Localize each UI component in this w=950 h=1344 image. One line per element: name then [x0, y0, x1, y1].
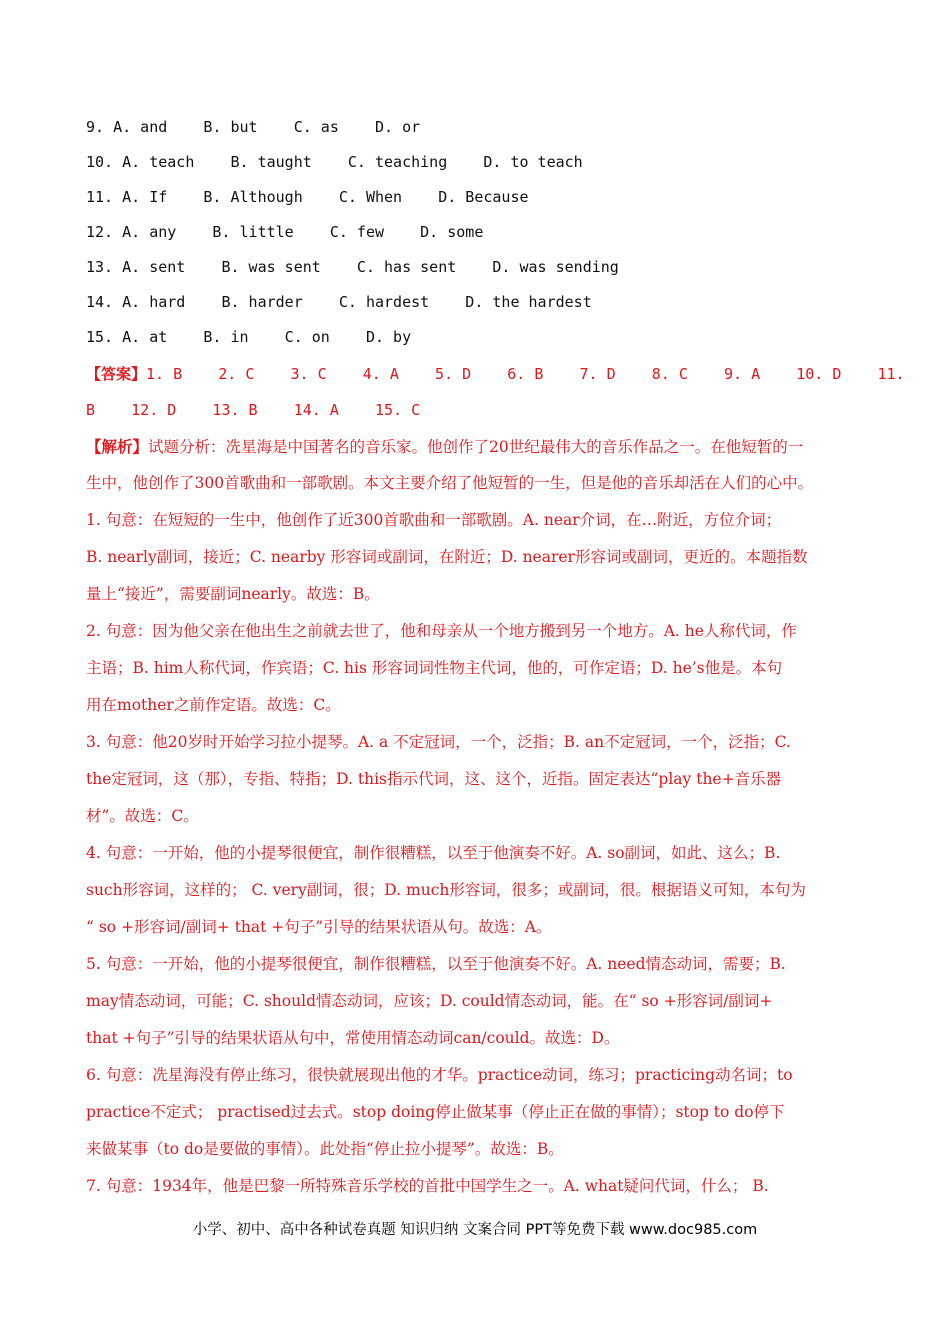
- analysis-line: B. nearly副词，接近；C. nearby 形容词或副词，在附近；D. nearer形容词或副词，更近的。本题指数: [86, 548, 808, 566]
- analysis-line: 【解析】试题分析：冼星海是中国著名的音乐家。他创作了20世纪最伟大的音乐作品之一。在他短暂的一: [86, 437, 804, 456]
- analysis-line: such形容词，这样的； C. very副词，很；D. much形容词，很多；或副词，很。根据语义可知，本句为: [86, 881, 806, 899]
- analysis-line: the定冠词，这（那），专指、特指；D. this指示代词，这、这个，近指。固定表达“play the+音乐器: [86, 770, 782, 788]
- answer-label: 【答案】: [86, 365, 147, 383]
- analysis-line: 来做某事（to do是要做的事情）。此处指“停止拉小提琴”。故选：B。: [86, 1140, 564, 1158]
- analysis-line: 5. 句意：一开始，他的小提琴很便宜，制作很糟糕，以至于他演奏不好。A. need情态动词，需要；B.: [86, 955, 786, 973]
- page-footer: 小学、初中、高中各种试卷真题 知识归纳 文案合同 PPT等免费下载 www.doc985.com: [192, 1222, 758, 1238]
- analysis-line: “ so +形容词/副词+ that +句子”引导的结果状语从句。故选：A。: [86, 918, 552, 936]
- analysis-line: that +句子”引导的结果状语从句中，常使用情态动词can/could。故选：D。: [86, 1029, 620, 1047]
- analysis-line: 主语；B. him人称代词，作宾语；C. his 形容词词性物主代词，他的，可作定语；D. he’s他是。本句: [86, 659, 783, 677]
- option-line-14: 14. A. hard B. harder C. hardest D. the hardest: [86, 293, 592, 311]
- analysis-line: 生中，他创作了300首歌曲和一部歌剧。本文主要介绍了他短暂的一生，但是他的音乐却活在人们的心中。: [86, 474, 814, 492]
- answer-line-1: [86, 363, 905, 384]
- answer-values-1: 1. B 2. C 3. C 4. A 5. D 6. B 7. D 8. C 9. A 10. D 11.: [146, 365, 905, 383]
- option-line-12: 12. A. any B. little C. few D. some: [86, 223, 484, 241]
- analysis-line: 量上“接近”，需要副词nearly。故选：B。: [86, 585, 380, 603]
- option-line-9: 9. A. and B. but C. as D. or: [86, 118, 421, 136]
- option-line-11: 11. A. If B. Although C. When D. Because: [86, 188, 529, 206]
- analysis-line: 2. 句意：因为他父亲在他出生之前就去世了，他和母亲从一个地方搬到另一个地方。A. he人称代词，作: [86, 622, 797, 640]
- option-line-15: 15. A. at B. in C. on D. by: [86, 328, 412, 346]
- analysis-line: 3. 句意：他20岁时开始学习拉小提琴。A. a 不定冠词，一个，泛指；B. an不定冠词，一个，泛指；C.: [86, 733, 791, 751]
- analysis-line: 4. 句意：一开始，他的小提琴很便宜，制作很糟糕，以至于他演奏不好。A. so副词，如此、这么；B.: [86, 844, 781, 862]
- analysis-line: practice不定式； practised过去式。stop doing停止做某事（停止正在做的事情）；stop to do停下: [86, 1103, 785, 1121]
- analysis-line: 6. 句意：冼星海没有停止练习，很快就展现出他的才华。practice动词，练习；practicing动名词；to: [86, 1066, 793, 1084]
- analysis-line: 用在mother之前作定语。故选：C。: [86, 696, 341, 714]
- option-line-10: 10. A. teach B. taught C. teaching D. to teach: [86, 153, 583, 171]
- analysis-line: 1. 句意：在短短的一生中，他创作了近300首歌曲和一部歌剧。A. near介词，在…附近，方位介词；: [86, 511, 782, 529]
- option-line-13: 13. A. sent B. was sent C. has sent D. was sending: [86, 258, 619, 276]
- analysis-line: may情态动词，可能；C. should情态动词，应该；D. could情态动词，能。在“ so +形容词/副词+: [86, 992, 773, 1010]
- analysis-line: 材”。故选：C。: [86, 807, 199, 825]
- analysis-block: [86, 428, 870, 1205]
- analysis-label: 【解析】: [86, 437, 149, 456]
- analysis-line: 7. 句意：1934年，他是巴黎一所特殊音乐学校的首批中国学生之一。A. what疑问代词，什么； B.: [86, 1177, 769, 1195]
- answer-line-2: B 12. D 13. B 14. A 15. C: [86, 401, 421, 419]
